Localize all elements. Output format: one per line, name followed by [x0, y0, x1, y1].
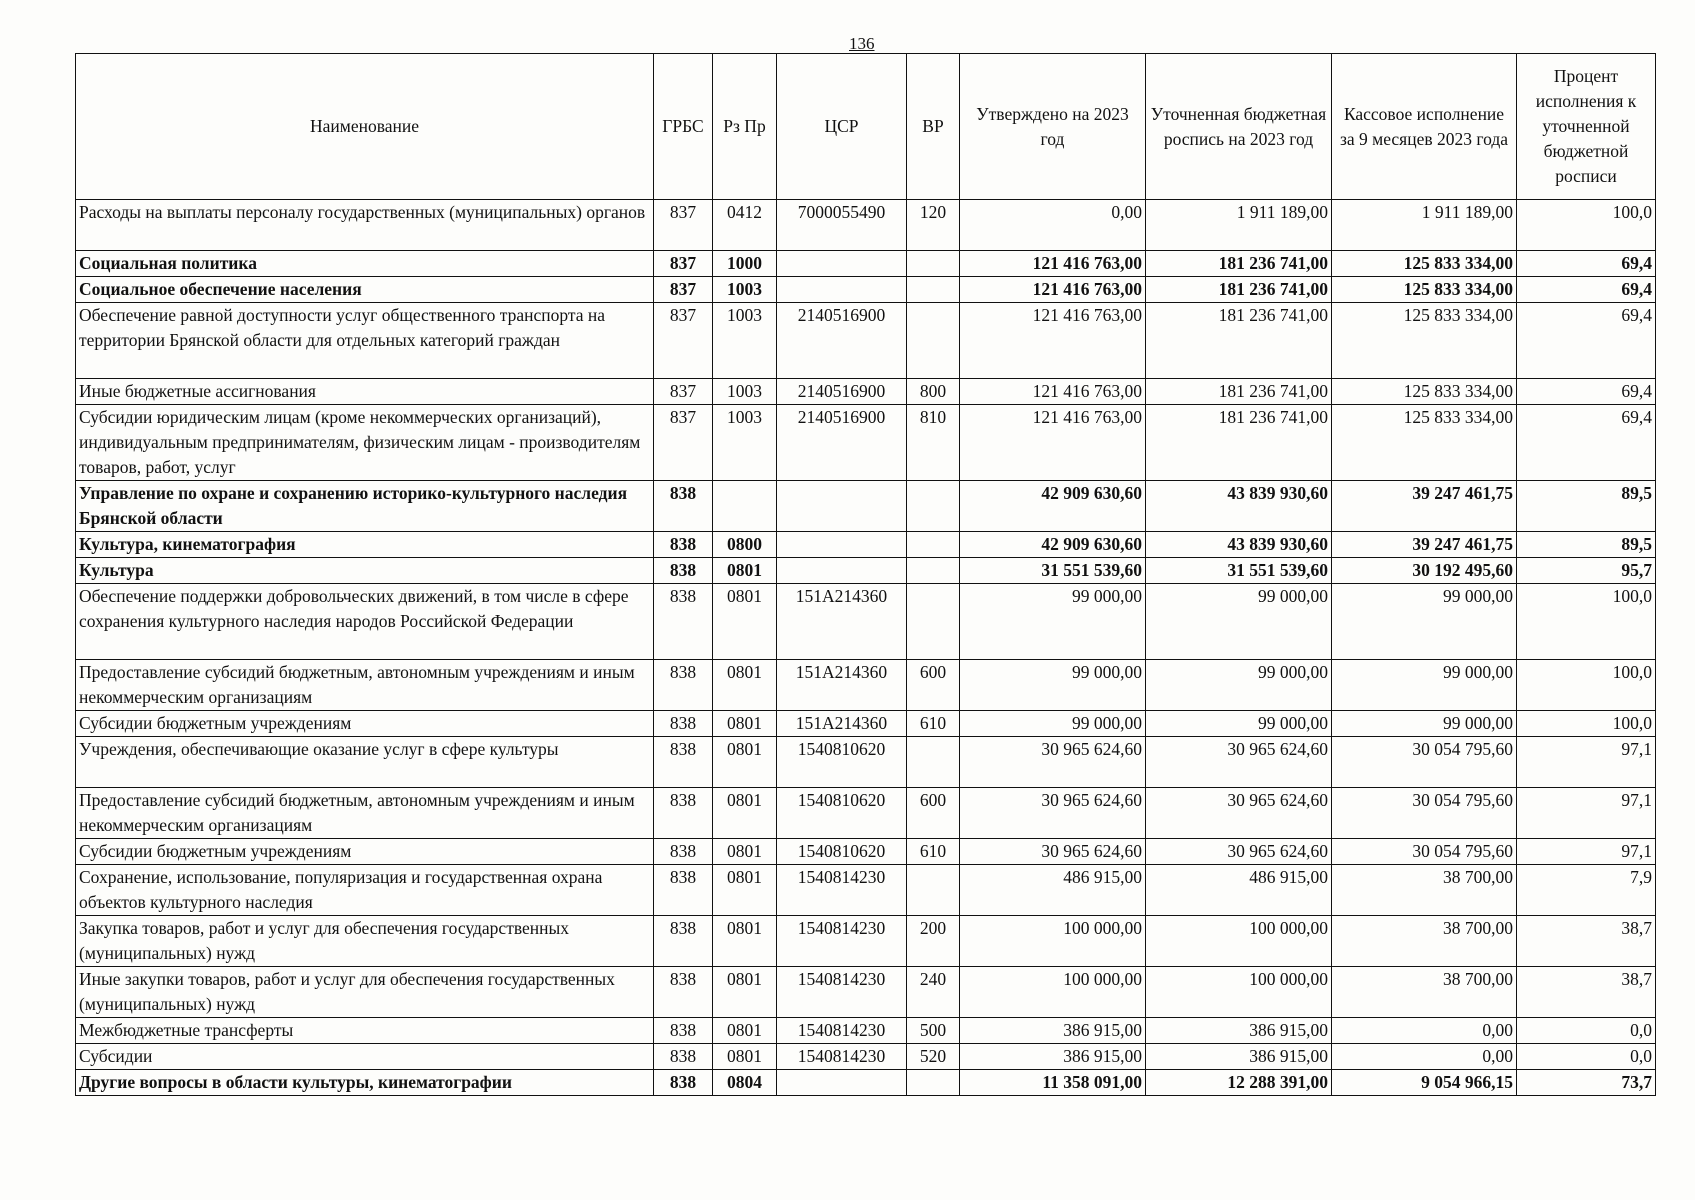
table-row [76, 711, 1656, 737]
cell-refined: 30 965 624,60 [1146, 788, 1332, 839]
cell-refined: 181 236 741,00 [1146, 303, 1332, 379]
cell-approved: 386 915,00 [960, 1018, 1146, 1044]
table-row [76, 660, 1656, 711]
table-row [76, 865, 1656, 916]
cell-rzpr: 0801 [713, 660, 777, 711]
cell-csr: 2140516900 [777, 303, 907, 379]
cell-name: Субсидии бюджетным учреждениям [76, 711, 654, 737]
table-row [76, 788, 1656, 839]
cell-approved: 121 416 763,00 [960, 277, 1146, 303]
cell-refined: 99 000,00 [1146, 660, 1332, 711]
cell-refined: 31 551 539,60 [1146, 558, 1332, 584]
table-row [76, 303, 1656, 379]
cell-percent: 97,1 [1517, 839, 1656, 865]
cell-grbs: 838 [654, 711, 713, 737]
cell-vr [907, 1070, 960, 1096]
cell-name: Предоставление субсидий бюджетным, автономным учреждениям и иным некоммерческим организациям [76, 660, 654, 711]
cell-csr [777, 277, 907, 303]
cell-approved: 30 965 624,60 [960, 737, 1146, 788]
cell-name: Учреждения, обеспечивающие оказание услуг в сфере культуры [76, 737, 654, 788]
cell-name: Социальное обеспечение населения [76, 277, 654, 303]
cell-percent: 100,0 [1517, 660, 1656, 711]
cell-name: Обеспечение равной доступности услуг общественного транспорта на территории Брянской области для отдельных категорий граждан [76, 303, 654, 379]
table-row [76, 1044, 1656, 1070]
cell-rzpr: 1003 [713, 277, 777, 303]
cell-csr: 151A214360 [777, 711, 907, 737]
cell-approved: 11 358 091,00 [960, 1070, 1146, 1096]
cell-approved: 486 915,00 [960, 865, 1146, 916]
cell-percent: 0,0 [1517, 1044, 1656, 1070]
table-row [76, 839, 1656, 865]
cell-grbs: 837 [654, 277, 713, 303]
cell-rzpr: 1003 [713, 379, 777, 405]
cell-csr: 2140516900 [777, 379, 907, 405]
cell-percent: 89,5 [1517, 481, 1656, 532]
cell-executed: 125 833 334,00 [1332, 405, 1517, 481]
cell-rzpr: 0801 [713, 737, 777, 788]
cell-rzpr: 1000 [713, 251, 777, 277]
cell-name: Субсидии юридическим лицам (кроме некоммерческих организаций), индивидуальным предпринимателям, физическим лицам - производителям товаров, работ, услуг [76, 405, 654, 481]
cell-vr [907, 584, 960, 660]
table-row [76, 379, 1656, 405]
cell-name: Закупка товаров, работ и услуг для обеспечения государственных (муниципальных) нужд [76, 916, 654, 967]
cell-rzpr: 1003 [713, 303, 777, 379]
cell-vr: 520 [907, 1044, 960, 1070]
cell-rzpr: 1003 [713, 405, 777, 481]
cell-percent: 38,7 [1517, 967, 1656, 1018]
cell-grbs: 837 [654, 405, 713, 481]
cell-refined: 30 965 624,60 [1146, 737, 1332, 788]
cell-approved: 99 000,00 [960, 711, 1146, 737]
cell-csr: 1540810620 [777, 737, 907, 788]
cell-vr [907, 303, 960, 379]
cell-refined: 30 965 624,60 [1146, 839, 1332, 865]
cell-executed: 0,00 [1332, 1018, 1517, 1044]
table-row [76, 967, 1656, 1018]
header-executed: Кассовое исполнение за 9 месяцев 2023 года [1332, 54, 1517, 200]
cell-refined: 12 288 391,00 [1146, 1070, 1332, 1096]
cell-percent: 100,0 [1517, 584, 1656, 660]
cell-csr [777, 251, 907, 277]
cell-executed: 39 247 461,75 [1332, 532, 1517, 558]
cell-percent: 69,4 [1517, 405, 1656, 481]
cell-percent: 73,7 [1517, 1070, 1656, 1096]
table-row [76, 1070, 1656, 1096]
cell-refined: 1 911 189,00 [1146, 200, 1332, 251]
cell-csr: 2140516900 [777, 405, 907, 481]
cell-executed: 99 000,00 [1332, 584, 1517, 660]
cell-csr: 1540814230 [777, 967, 907, 1018]
cell-refined: 99 000,00 [1146, 711, 1332, 737]
cell-grbs: 838 [654, 839, 713, 865]
cell-executed: 99 000,00 [1332, 660, 1517, 711]
cell-vr: 240 [907, 967, 960, 1018]
cell-approved: 30 965 624,60 [960, 839, 1146, 865]
cell-name: Субсидии бюджетным учреждениям [76, 839, 654, 865]
cell-executed: 0,00 [1332, 1044, 1517, 1070]
cell-executed: 125 833 334,00 [1332, 303, 1517, 379]
cell-csr: 1540810620 [777, 788, 907, 839]
cell-vr: 600 [907, 788, 960, 839]
cell-csr: 7000055490 [777, 200, 907, 251]
cell-executed: 30 054 795,60 [1332, 788, 1517, 839]
cell-grbs: 838 [654, 584, 713, 660]
cell-csr [777, 532, 907, 558]
table-row [76, 584, 1656, 660]
cell-csr: 1540814230 [777, 916, 907, 967]
cell-csr: 1540814230 [777, 1018, 907, 1044]
cell-csr [777, 481, 907, 532]
cell-rzpr: 0801 [713, 584, 777, 660]
cell-name: Культура, кинематография [76, 532, 654, 558]
cell-approved: 42 909 630,60 [960, 532, 1146, 558]
cell-approved: 121 416 763,00 [960, 303, 1146, 379]
cell-grbs: 837 [654, 251, 713, 277]
header-grbs: ГРБС [654, 54, 713, 200]
cell-executed: 9 054 966,15 [1332, 1070, 1517, 1096]
table-header-row [76, 54, 1656, 200]
cell-executed: 125 833 334,00 [1332, 379, 1517, 405]
cell-percent: 100,0 [1517, 200, 1656, 251]
cell-refined: 181 236 741,00 [1146, 405, 1332, 481]
cell-vr [907, 865, 960, 916]
cell-vr [907, 532, 960, 558]
cell-rzpr: 0801 [713, 711, 777, 737]
cell-vr: 120 [907, 200, 960, 251]
cell-approved: 121 416 763,00 [960, 379, 1146, 405]
cell-csr: 151A214360 [777, 584, 907, 660]
cell-rzpr: 0801 [713, 916, 777, 967]
cell-name: Другие вопросы в области культуры, кинематографии [76, 1070, 654, 1096]
cell-name: Иные закупки товаров, работ и услуг для обеспечения государственных (муниципальных) нужд [76, 967, 654, 1018]
cell-name: Сохранение, использование, популяризация и государственная охрана объектов культурного наследия [76, 865, 654, 916]
cell-rzpr: 0801 [713, 839, 777, 865]
cell-grbs: 838 [654, 967, 713, 1018]
cell-percent: 69,4 [1517, 303, 1656, 379]
cell-rzpr: 0801 [713, 967, 777, 1018]
cell-rzpr [713, 481, 777, 532]
cell-name: Управление по охране и сохранению историко-культурного наследия Брянской области [76, 481, 654, 532]
cell-vr: 600 [907, 660, 960, 711]
cell-rzpr: 0801 [713, 865, 777, 916]
cell-grbs: 838 [654, 737, 713, 788]
cell-name: Расходы на выплаты персоналу государственных (муниципальных) органов [76, 200, 654, 251]
cell-executed: 38 700,00 [1332, 865, 1517, 916]
cell-grbs: 838 [654, 558, 713, 584]
cell-executed: 30 054 795,60 [1332, 839, 1517, 865]
cell-percent: 97,1 [1517, 788, 1656, 839]
cell-grbs: 838 [654, 1018, 713, 1044]
cell-csr [777, 558, 907, 584]
cell-name: Культура [76, 558, 654, 584]
cell-approved: 386 915,00 [960, 1044, 1146, 1070]
cell-refined: 43 839 930,60 [1146, 532, 1332, 558]
cell-percent: 38,7 [1517, 916, 1656, 967]
cell-percent: 69,4 [1517, 277, 1656, 303]
budget-execution-table [75, 53, 1656, 1096]
cell-rzpr: 0801 [713, 1018, 777, 1044]
cell-vr: 610 [907, 711, 960, 737]
table-row [76, 558, 1656, 584]
cell-grbs: 838 [654, 1044, 713, 1070]
cell-vr: 610 [907, 839, 960, 865]
cell-rzpr: 0804 [713, 1070, 777, 1096]
header-approved: Утверждено на 2023 год [960, 54, 1146, 200]
cell-grbs: 838 [654, 916, 713, 967]
cell-percent: 0,0 [1517, 1018, 1656, 1044]
cell-grbs: 838 [654, 532, 713, 558]
cell-name: Иные бюджетные ассигнования [76, 379, 654, 405]
cell-vr: 500 [907, 1018, 960, 1044]
table-row [76, 481, 1656, 532]
cell-vr [907, 737, 960, 788]
cell-refined: 486 915,00 [1146, 865, 1332, 916]
page-number: 136 [849, 34, 875, 53]
cell-approved: 30 965 624,60 [960, 788, 1146, 839]
cell-executed: 30 192 495,60 [1332, 558, 1517, 584]
header-csr: ЦСР [777, 54, 907, 200]
table-row [76, 405, 1656, 481]
header-rzpr: Рз Пр [713, 54, 777, 200]
cell-approved: 99 000,00 [960, 584, 1146, 660]
cell-rzpr: 0801 [713, 1044, 777, 1070]
cell-refined: 386 915,00 [1146, 1018, 1332, 1044]
cell-vr [907, 251, 960, 277]
cell-vr [907, 277, 960, 303]
header-percent: Процент исполнения к уточненной бюджетной росписи [1517, 54, 1656, 200]
cell-percent: 100,0 [1517, 711, 1656, 737]
cell-grbs: 838 [654, 660, 713, 711]
table-body [76, 200, 1656, 1096]
cell-executed: 125 833 334,00 [1332, 277, 1517, 303]
table-row [76, 532, 1656, 558]
cell-vr: 810 [907, 405, 960, 481]
header-vr: ВР [907, 54, 960, 200]
cell-rzpr: 0801 [713, 788, 777, 839]
cell-refined: 181 236 741,00 [1146, 251, 1332, 277]
table-row [76, 251, 1656, 277]
cell-executed: 125 833 334,00 [1332, 251, 1517, 277]
cell-name: Межбюджетные трансферты [76, 1018, 654, 1044]
cell-refined: 99 000,00 [1146, 584, 1332, 660]
cell-grbs: 838 [654, 865, 713, 916]
cell-executed: 30 054 795,60 [1332, 737, 1517, 788]
cell-executed: 1 911 189,00 [1332, 200, 1517, 251]
cell-executed: 39 247 461,75 [1332, 481, 1517, 532]
table-row [76, 737, 1656, 788]
cell-vr: 800 [907, 379, 960, 405]
cell-executed: 38 700,00 [1332, 967, 1517, 1018]
cell-percent: 7,9 [1517, 865, 1656, 916]
cell-grbs: 837 [654, 200, 713, 251]
cell-name: Предоставление субсидий бюджетным, автономным учреждениям и иным некоммерческим организациям [76, 788, 654, 839]
cell-csr: 151A214360 [777, 660, 907, 711]
table-row [76, 200, 1656, 251]
cell-percent: 69,4 [1517, 251, 1656, 277]
cell-rzpr: 0800 [713, 532, 777, 558]
cell-vr: 200 [907, 916, 960, 967]
cell-refined: 100 000,00 [1146, 967, 1332, 1018]
cell-refined: 386 915,00 [1146, 1044, 1332, 1070]
cell-approved: 31 551 539,60 [960, 558, 1146, 584]
cell-grbs: 838 [654, 1070, 713, 1096]
cell-vr [907, 558, 960, 584]
header-refined: Уточненная бюджетная роспись на 2023 год [1146, 54, 1332, 200]
cell-percent: 69,4 [1517, 379, 1656, 405]
cell-percent: 97,1 [1517, 737, 1656, 788]
cell-csr: 1540810620 [777, 839, 907, 865]
cell-csr: 1540814230 [777, 865, 907, 916]
cell-approved: 100 000,00 [960, 967, 1146, 1018]
cell-name: Социальная политика [76, 251, 654, 277]
cell-rzpr: 0412 [713, 200, 777, 251]
cell-grbs: 838 [654, 788, 713, 839]
cell-approved: 0,00 [960, 200, 1146, 251]
cell-approved: 42 909 630,60 [960, 481, 1146, 532]
cell-executed: 99 000,00 [1332, 711, 1517, 737]
cell-approved: 100 000,00 [960, 916, 1146, 967]
cell-csr [777, 1070, 907, 1096]
cell-refined: 43 839 930,60 [1146, 481, 1332, 532]
cell-csr: 1540814230 [777, 1044, 907, 1070]
table-row [76, 1018, 1656, 1044]
cell-grbs: 837 [654, 379, 713, 405]
cell-grbs: 837 [654, 303, 713, 379]
cell-rzpr: 0801 [713, 558, 777, 584]
cell-approved: 121 416 763,00 [960, 251, 1146, 277]
cell-approved: 99 000,00 [960, 660, 1146, 711]
cell-refined: 100 000,00 [1146, 916, 1332, 967]
cell-name: Субсидии [76, 1044, 654, 1070]
cell-approved: 121 416 763,00 [960, 405, 1146, 481]
table-row [76, 277, 1656, 303]
cell-refined: 181 236 741,00 [1146, 379, 1332, 405]
cell-refined: 181 236 741,00 [1146, 277, 1332, 303]
cell-executed: 38 700,00 [1332, 916, 1517, 967]
cell-percent: 89,5 [1517, 532, 1656, 558]
cell-name: Обеспечение поддержки добровольческих движений, в том числе в сфере сохранения культурного наследия народов Российской Федерации [76, 584, 654, 660]
cell-percent: 95,7 [1517, 558, 1656, 584]
cell-grbs: 838 [654, 481, 713, 532]
table-row [76, 916, 1656, 967]
cell-vr [907, 481, 960, 532]
header-name: Наименование [76, 54, 654, 200]
